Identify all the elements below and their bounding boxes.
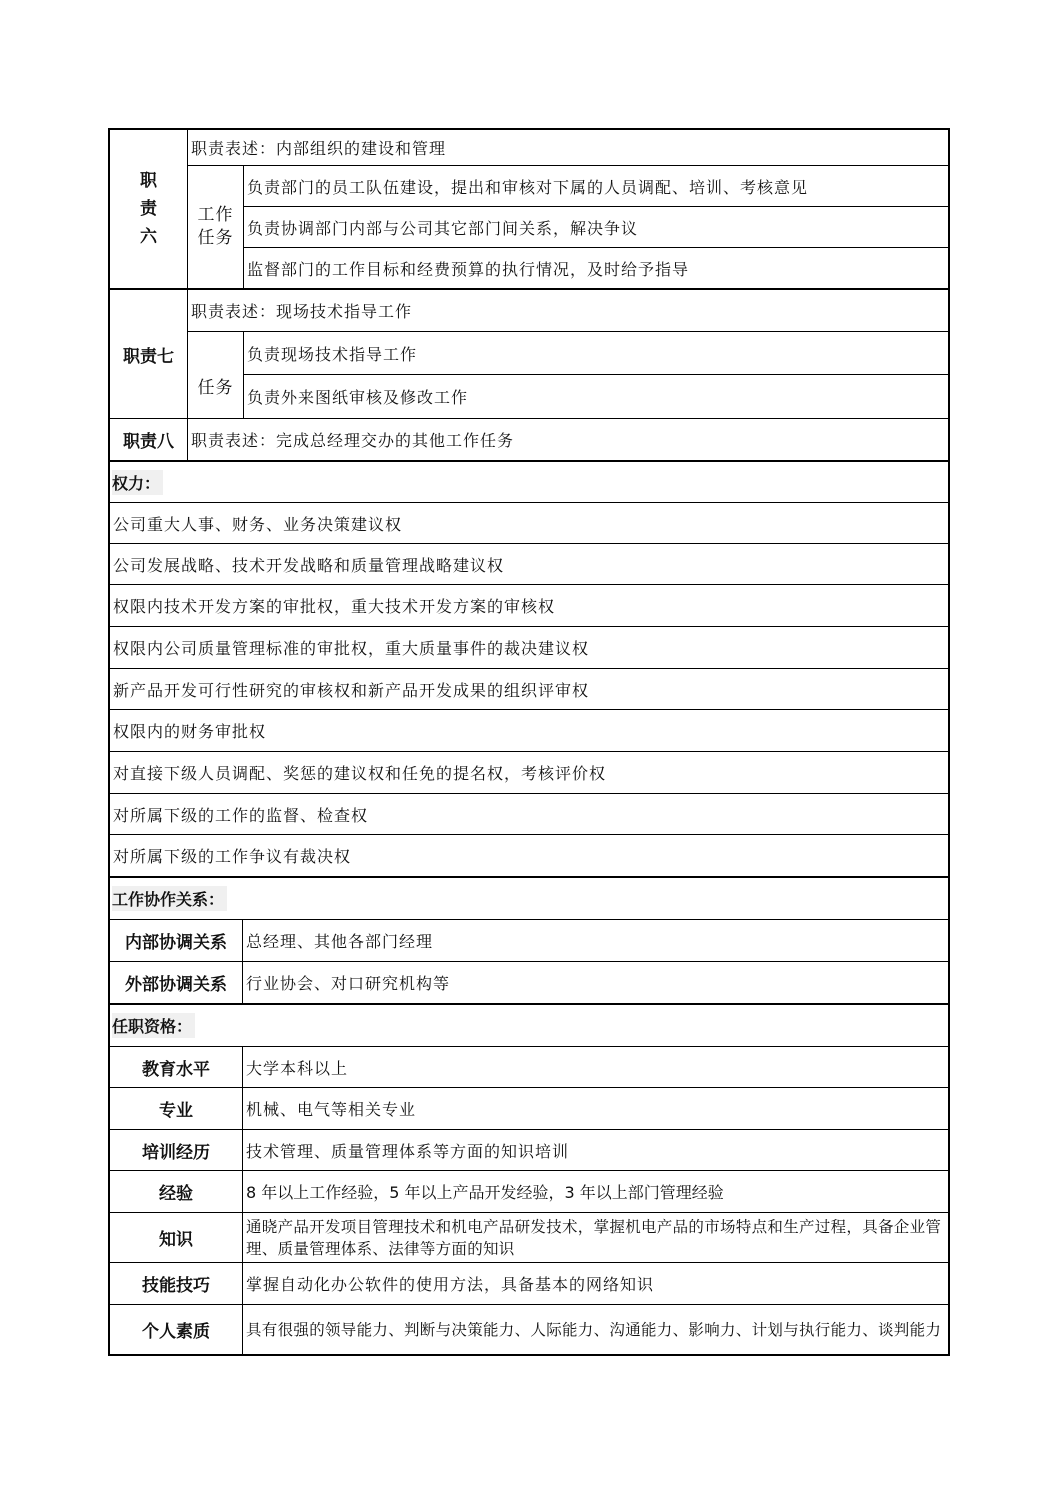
job-description-table: [108, 128, 950, 1356]
duty-six-label: 职 责 六: [110, 130, 188, 288]
relation-value: 总经理、其他各部门经理: [246, 932, 434, 951]
qualification-value: 机械、电气等相关专业: [246, 1100, 417, 1119]
qualification-label: 教育水平: [110, 1047, 243, 1087]
relations-title: 工作协作关系：: [112, 886, 227, 911]
duty-seven-statement: 职责表述：现场技术指导工作: [188, 290, 948, 332]
duty-eight-block: [108, 419, 950, 462]
qualification-label: 培训经历: [110, 1130, 243, 1170]
relation-row: [108, 920, 950, 962]
power-row: [108, 752, 950, 794]
qualification-row: [108, 1130, 950, 1171]
qualifications-header: [108, 1005, 950, 1047]
power-row: [108, 669, 950, 710]
power-item: 公司发展战略、技术开发战略和质量管理战略建议权: [113, 555, 505, 575]
qualification-label: 知识: [110, 1213, 243, 1262]
duty-seven-block: [108, 289, 950, 419]
qualification-label: 专业: [110, 1088, 243, 1129]
duty-seven-label: 职责七: [110, 290, 188, 418]
power-row: [108, 503, 950, 544]
duty-six-task-1: 负责部门的员工队伍建设，提出和审核对下属的人员调配、培训、考核意见: [244, 166, 948, 207]
relation-label: 外部协调关系: [110, 962, 243, 1003]
power-item: 新产品开发可行性研究的审核权和新产品开发成果的组织评审权: [113, 680, 590, 700]
duty-six-statement: 职责表述：内部组织的建设和管理: [188, 130, 948, 166]
qualification-value: 技术管理、质量管理体系等方面的知识培训: [246, 1141, 570, 1161]
qualification-row: [108, 1305, 950, 1356]
qualification-value: 具有很强的领导能力、判断与决策能力、人际能力、沟通能力、影响力、计划与执行能力、谈判能力: [246, 1320, 942, 1339]
qualification-value: 8 年以上工作经验，5 年以上产品开发经验，3 年以上部门管理经验: [246, 1183, 724, 1202]
relation-row: [108, 962, 950, 1005]
power-row: [108, 794, 950, 835]
qualification-label: 经验: [110, 1171, 243, 1212]
powers-title: 权力：: [112, 470, 163, 495]
power-item: 对所属下级的工作争议有裁决权: [113, 847, 352, 866]
duty-six-task-3: 监督部门的工作目标和经费预算的执行情况，及时给予指导: [247, 259, 690, 279]
power-row: [108, 627, 950, 669]
power-row: [108, 835, 950, 878]
duty-eight-statement: 职责表述：完成总经理交办的其他工作任务: [191, 431, 515, 450]
power-item: 权限内公司质量管理标准的审批权，重大质量事件的裁决建议权: [113, 639, 590, 658]
qualification-value: 通晓产品开发项目管理技术和机电产品研发技术，掌握机电产品的市场特点和生产过程，具备企业管理、质量管理体系、法律等方面的知识: [246, 1217, 942, 1258]
relation-label: 内部协调关系: [110, 920, 243, 961]
powers-header: [108, 462, 950, 503]
qualifications-title: 任职资格：: [112, 1013, 195, 1038]
qualification-row: [108, 1088, 950, 1130]
duty-six-block: [108, 128, 950, 289]
duty-seven-task-2: 负责外来图纸审核及修改工作: [247, 388, 469, 407]
qualification-value: 掌握自动化办公软件的使用方法，具备基本的网络知识: [246, 1275, 655, 1294]
duty-seven-task-label: 任务: [188, 332, 244, 418]
duty-six-task-label: 工作 任务: [188, 166, 244, 288]
power-item: 对所属下级的工作的监督、检查权: [113, 805, 369, 825]
qualification-row: [108, 1213, 950, 1263]
duty-six-task-2: 负责协调部门内部与公司其它部门间关系，解决争议: [244, 207, 948, 248]
duty-seven-task-1: 负责现场技术指导工作: [244, 332, 948, 375]
power-row: [108, 544, 950, 585]
power-item: 权限内技术开发方案的审批权，重大技术开发方案的审核权: [113, 597, 556, 616]
duty-eight-label: 职责八: [110, 419, 188, 460]
qualification-row: [108, 1171, 950, 1213]
qualification-value: 大学本科以上: [246, 1058, 349, 1078]
qualification-row: [108, 1263, 950, 1305]
qualification-label: 技能技巧: [110, 1263, 243, 1304]
power-item: 对直接下级人员调配、奖惩的建议权和任免的提名权，考核评价权: [113, 764, 607, 783]
qualification-label: 个人素质: [110, 1305, 243, 1354]
power-row: [108, 710, 950, 752]
power-item: 公司重大人事、财务、业务决策建议权: [113, 514, 403, 534]
power-item: 权限内的财务审批权: [113, 722, 267, 741]
power-row: [108, 585, 950, 627]
relations-header: [108, 878, 950, 920]
qualification-row: [108, 1047, 950, 1088]
relation-value: 行业协会、对口研究机构等: [246, 974, 451, 993]
